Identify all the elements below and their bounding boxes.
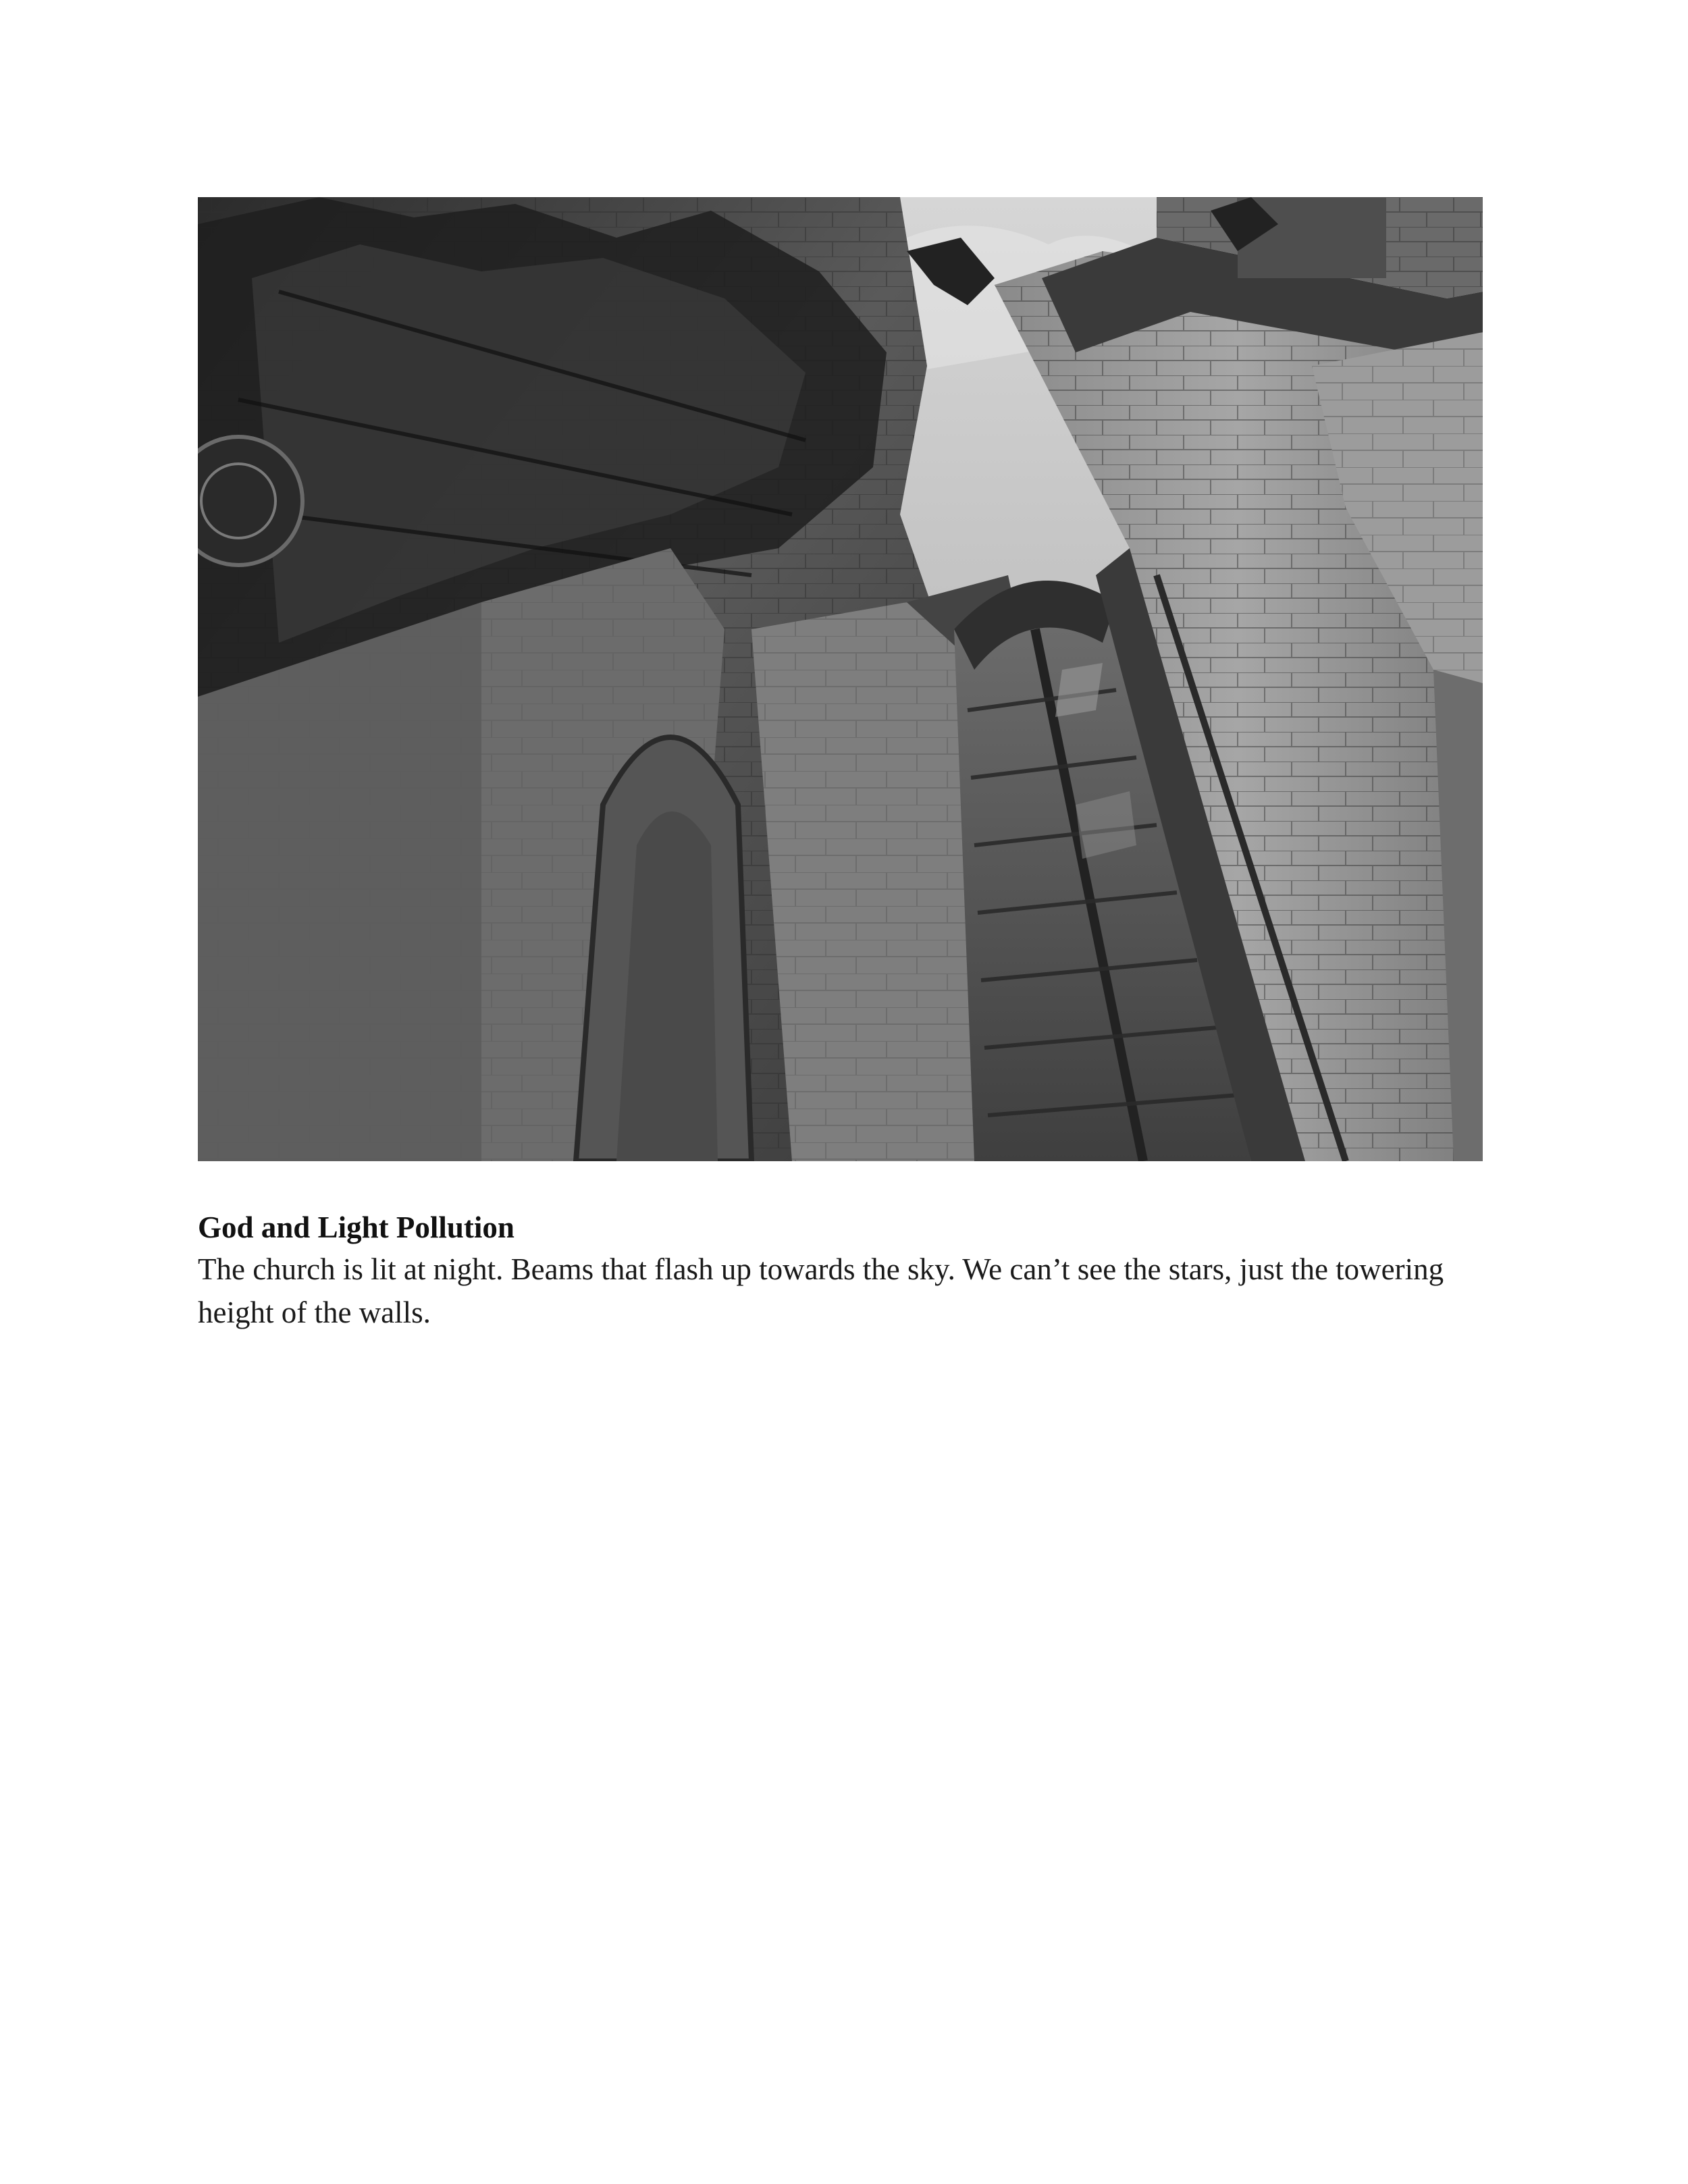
caption-block <box>198 1207 1494 1334</box>
caption-title: God and Light Pollution <box>198 1210 515 1244</box>
caption-body: The church is lit at night. Beams that flash up towards the sky. We can’t see the stars, just the towering height of the walls. <box>198 1252 1444 1329</box>
cathedral-photo <box>198 197 1483 1161</box>
cathedral-photo-illustration <box>198 197 1483 1161</box>
